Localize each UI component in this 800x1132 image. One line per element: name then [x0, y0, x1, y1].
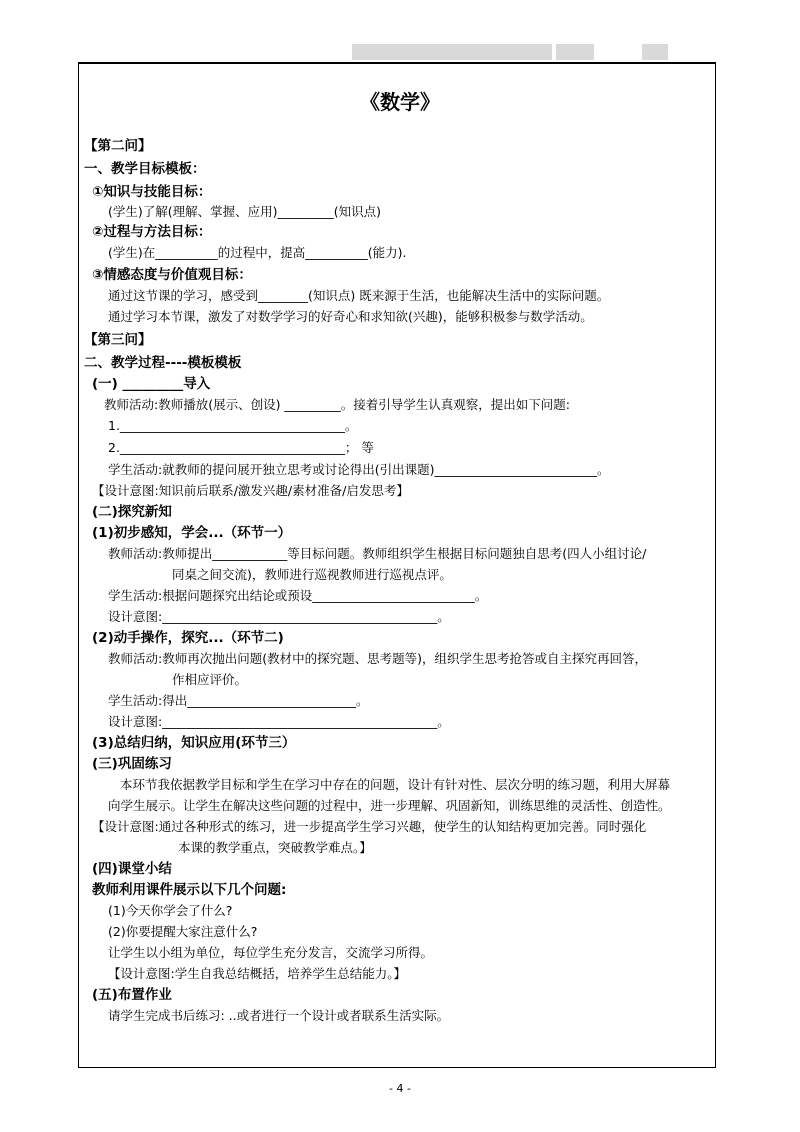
- text-line: (1)今天你学会了什么?: [108, 903, 233, 918]
- section-heading: 一、教学目标模板：: [84, 161, 206, 177]
- section-heading: 教师利用课件展示以下几个问题:: [92, 882, 287, 898]
- text-line: 作相应评价。: [172, 672, 248, 687]
- header-bar-2: [556, 44, 594, 60]
- text-line: 学生活动:就教师的提问展开独立思考或讨论得出(引出课题)__________________________。: [108, 462, 610, 477]
- text-line: 【设计意图:知识前后联系/激发兴趣/素材准备/启发思考】: [92, 483, 409, 498]
- text-line: 通过学习本节课，激发了对数学学习的好奇心和求知欲(兴趣)，能够积极参与数学活动。: [108, 309, 593, 324]
- page-number: - 4 -: [389, 1082, 411, 1095]
- text-line: 2.____________________________________； 等: [108, 440, 374, 455]
- header-bar-1: [352, 44, 552, 60]
- section-heading: ②过程与方法目标：: [92, 224, 212, 240]
- section-heading: (3)总结归纳，知识应用(环节三）: [92, 735, 296, 751]
- text-line: 教师活动:教师播放(展示、创设) _________。接着引导学生认真观察，提出如下问题:: [104, 397, 570, 412]
- text-line: 【设计意图:通过各种形式的练习，进一步提高学生学习兴趣，使学生的认知结构更加完善。同时强化: [92, 819, 647, 834]
- header-bar-3: [642, 44, 668, 60]
- text-line: 设计意图:____________________________________________。: [108, 609, 450, 624]
- text-line: 本环节我依据教学目标和学生在学习中存在的问题，设计有针对性、层次分明的练习题，利用大屏幕: [120, 777, 671, 792]
- text-line: (学生)了解(理解、掌握、应用)_________(知识点): [108, 204, 382, 219]
- text-line: 设计意图:____________________________________________。: [108, 714, 450, 729]
- text-line: 通过这节课的学习，感受到________(知识点) 既来源于生活，也能解决生活中的实际问题。: [108, 288, 610, 303]
- text-line: 教师活动:教师再次抛出问题(教材中的探究题、思考题等)，组织学生思考抢答或自主探究再回答，: [108, 651, 647, 666]
- section-heading: ③情感态度与价值观目标：: [92, 267, 252, 283]
- text-line: 【设计意图:学生自我总结概括，培养学生总结能力。】: [108, 966, 406, 981]
- text-line: (2)你要提醒大家注意什么?: [108, 924, 258, 939]
- section-heading: 二、教学过程----模板模板: [84, 355, 242, 371]
- section-heading: (一) _________导入: [92, 376, 211, 392]
- section-heading: (2)动手操作，探究...（环节二): [92, 630, 284, 646]
- section-heading: 【第二问】: [84, 138, 152, 154]
- section-heading: (五)布置作业: [92, 987, 172, 1003]
- text-line: 本课的教学重点，突破教学难点。】: [178, 840, 372, 855]
- section-heading: ①知识与技能目标：: [92, 184, 212, 200]
- section-heading: 【第三问】: [84, 332, 152, 348]
- text-line: 让学生以小组为单位，每位学生充分发言，交流学习所得。: [108, 945, 434, 960]
- text-line: 教师活动:教师提出____________等目标问题。教师组织学生根据目标问题独自思考(四人小组讨论/: [108, 546, 647, 561]
- text-line: 请学生完成书后练习: ..或者进行一个设计或者联系生活实际。: [108, 1008, 450, 1023]
- section-heading: (三)巩固练习: [92, 756, 172, 772]
- document-title: 《数学》: [360, 90, 440, 114]
- section-heading: (1)初步感知，学会...（环节一）: [92, 525, 292, 541]
- text-line: 学生活动:根据问题探究出结论或预设__________________________。: [108, 588, 488, 603]
- text-line: (学生)在__________的过程中，提高__________(能力).: [108, 245, 407, 260]
- text-line: 同桌之间交流)，教师进行巡视教师进行巡视点评。: [172, 567, 452, 582]
- text-line: 1.____________________________________。: [108, 418, 358, 433]
- text-line: 学生活动:得出___________________________。: [108, 693, 369, 708]
- section-heading: (四)课堂小结: [92, 861, 172, 877]
- text-line: 向学生展示。让学生在解决这些问题的过程中，进一步理解、巩固新知，训练思维的灵活性、创造性。: [108, 798, 671, 813]
- section-heading: (二)探究新知: [92, 504, 172, 520]
